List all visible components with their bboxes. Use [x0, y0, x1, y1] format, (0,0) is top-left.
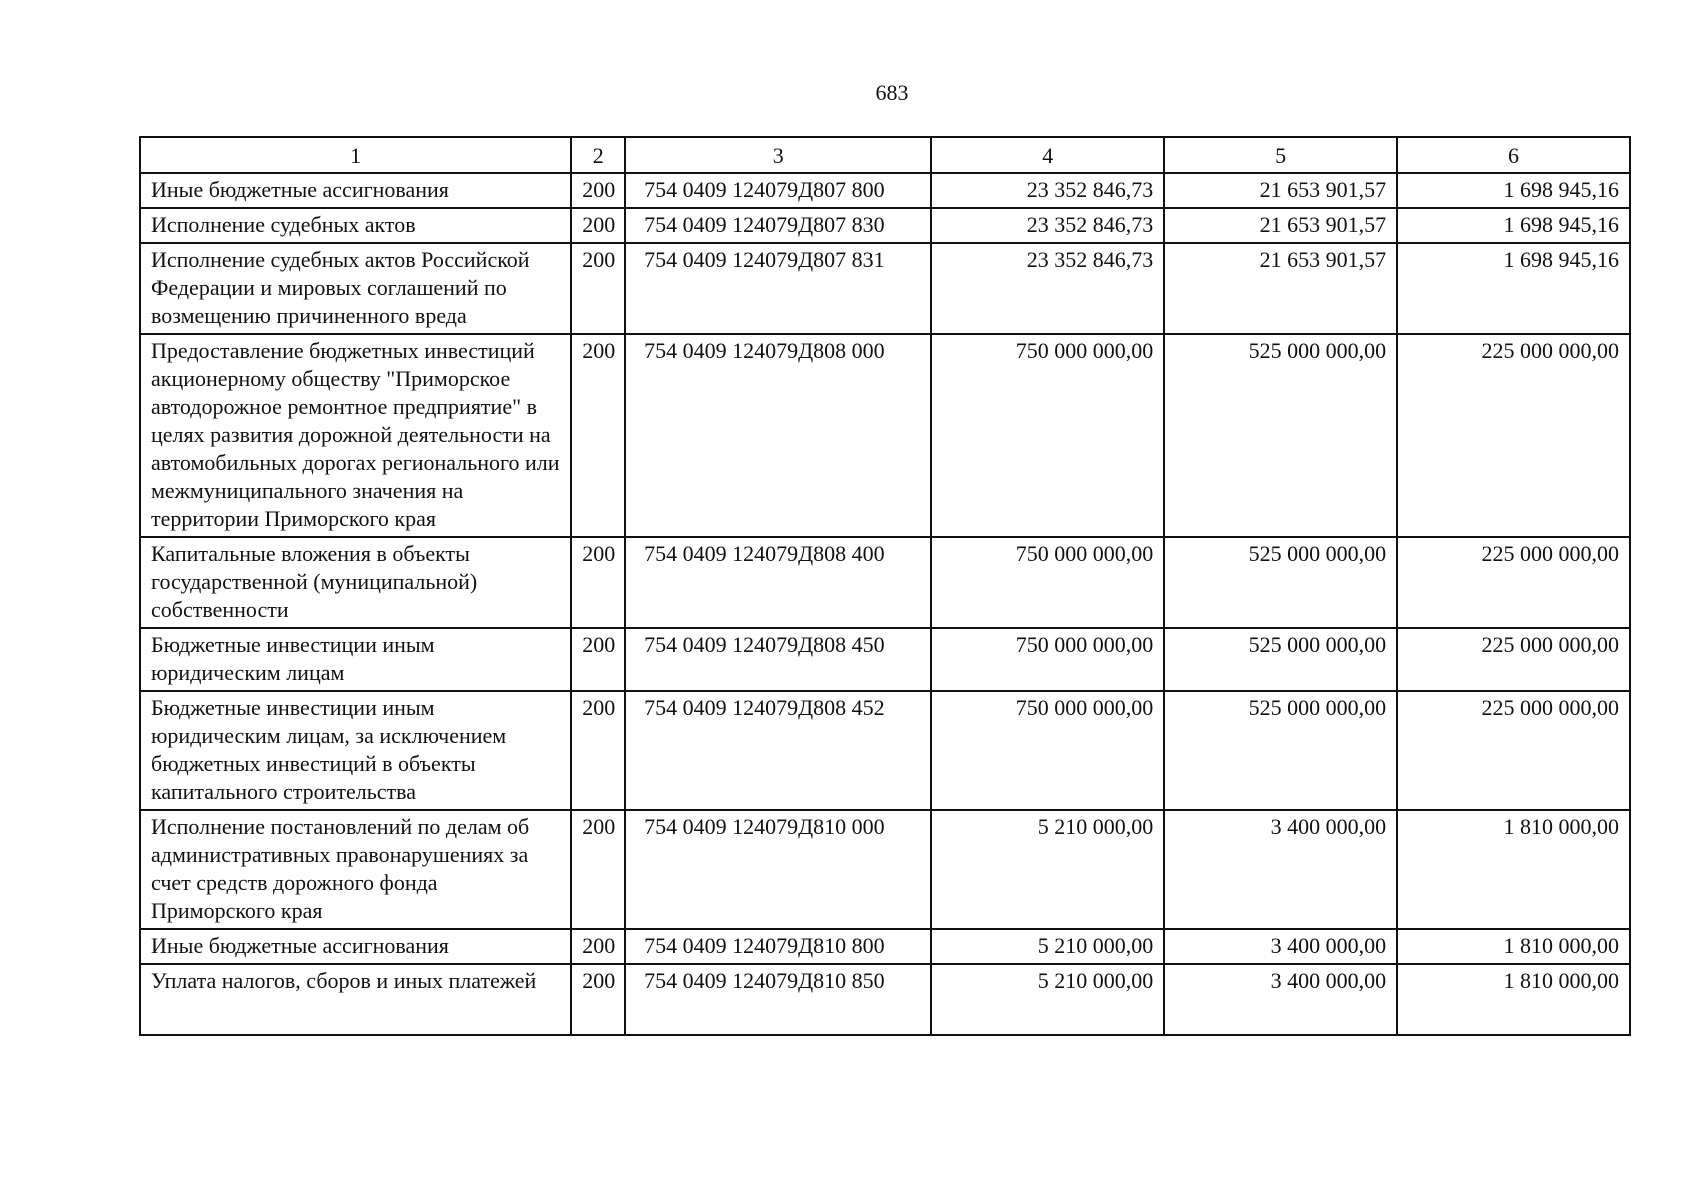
row-col4-cell: 750 000 000,00 [931, 691, 1164, 810]
row-col2-cell: 200 [571, 208, 625, 243]
row-col2-cell: 200 [571, 929, 625, 964]
row-col5-cell: 525 000 000,00 [1164, 537, 1397, 628]
table-row [140, 208, 1630, 243]
row-name-cell: Исполнение судебных актов Российской Федерации и мировых соглашений по возмещению причиненного вреда [140, 243, 571, 334]
row-col6-cell: 1 698 945,16 [1397, 208, 1630, 243]
table-row [140, 537, 1630, 628]
page-number: 683 [875, 80, 909, 105]
row-col5-cell: 3 400 000,00 [1164, 929, 1397, 964]
row-col5-cell: 21 653 901,57 [1164, 208, 1397, 243]
row-code-cell: 754 0409 124079Д808 000 [625, 334, 931, 537]
row-col4-cell: 5 210 000,00 [931, 964, 1164, 1035]
row-code-cell: 754 0409 124079Д808 450 [625, 628, 931, 691]
row-col4-cell: 750 000 000,00 [931, 537, 1164, 628]
row-col4-cell: 5 210 000,00 [931, 810, 1164, 929]
row-col5-cell: 3 400 000,00 [1164, 964, 1397, 1035]
row-col5-cell: 3 400 000,00 [1164, 810, 1397, 929]
row-code-cell: 754 0409 124079Д810 800 [625, 929, 931, 964]
row-col4-cell: 23 352 846,73 [931, 208, 1164, 243]
table-row [140, 691, 1630, 810]
row-name-cell: Исполнение судебных актов [140, 208, 571, 243]
row-col6-cell: 225 000 000,00 [1397, 334, 1630, 537]
header-cell-4: 4 [931, 137, 1164, 173]
row-col6-cell: 1 810 000,00 [1397, 810, 1630, 929]
row-col2-cell: 200 [571, 964, 625, 1035]
header-cell-6: 6 [1397, 137, 1630, 173]
row-name-cell: Капитальные вложения в объекты государственной (муниципальной) собственности [140, 537, 571, 628]
table-header-row [140, 137, 1630, 173]
header-cell-2: 2 [571, 137, 625, 173]
table-row [140, 243, 1630, 334]
header-cell-1: 1 [140, 137, 571, 173]
row-col5-cell: 525 000 000,00 [1164, 334, 1397, 537]
row-name-cell: Исполнение постановлений по делам об административных правонарушениях за счет средств дорожного фонда Приморского края [140, 810, 571, 929]
row-code-cell: 754 0409 124079Д808 400 [625, 537, 931, 628]
row-col2-cell: 200 [571, 810, 625, 929]
row-col6-cell: 225 000 000,00 [1397, 628, 1630, 691]
row-col6-cell: 225 000 000,00 [1397, 537, 1630, 628]
row-code-cell: 754 0409 124079Д807 800 [625, 173, 931, 208]
row-col2-cell: 200 [571, 537, 625, 628]
table-row [140, 964, 1630, 1035]
row-col6-cell: 1 810 000,00 [1397, 929, 1630, 964]
table-row [140, 810, 1630, 929]
row-code-cell: 754 0409 124079Д807 830 [625, 208, 931, 243]
header-cell-5: 5 [1164, 137, 1397, 173]
header-cell-3: 3 [625, 137, 931, 173]
row-col6-cell: 1 698 945,16 [1397, 173, 1630, 208]
row-col4-cell: 750 000 000,00 [931, 628, 1164, 691]
table-row [140, 173, 1630, 208]
row-col2-cell: 200 [571, 243, 625, 334]
row-col5-cell: 21 653 901,57 [1164, 173, 1397, 208]
table-row [140, 929, 1630, 964]
row-code-cell: 754 0409 124079Д807 831 [625, 243, 931, 334]
row-name-cell: Иные бюджетные ассигнования [140, 173, 571, 208]
row-name-cell: Предоставление бюджетных инвестиций акционерному обществу "Приморское автодорожное ремонтное предприятие" в целях развития дорожной деятельности на автомобильных дорогах регионального или межмуниципального значения на территории Приморского края [140, 334, 571, 537]
row-name-cell: Уплата налогов, сборов и иных платежей [140, 964, 571, 1035]
row-col4-cell: 23 352 846,73 [931, 243, 1164, 334]
row-col5-cell: 525 000 000,00 [1164, 691, 1397, 810]
row-col6-cell: 1 810 000,00 [1397, 964, 1630, 1035]
row-col2-cell: 200 [571, 173, 625, 208]
row-name-cell: Бюджетные инвестиции иным юридическим лицам, за исключением бюджетных инвестиций в объекты капитального строительства [140, 691, 571, 810]
row-col2-cell: 200 [571, 628, 625, 691]
row-col4-cell: 750 000 000,00 [931, 334, 1164, 537]
row-col2-cell: 200 [571, 691, 625, 810]
row-col6-cell: 225 000 000,00 [1397, 691, 1630, 810]
row-code-cell: 754 0409 124079Д808 452 [625, 691, 931, 810]
row-col6-cell: 1 698 945,16 [1397, 243, 1630, 334]
row-col5-cell: 525 000 000,00 [1164, 628, 1397, 691]
table-row [140, 334, 1630, 537]
row-code-cell: 754 0409 124079Д810 850 [625, 964, 931, 1035]
budget-table [139, 136, 1631, 1036]
row-col5-cell: 21 653 901,57 [1164, 243, 1397, 334]
row-name-cell: Иные бюджетные ассигнования [140, 929, 571, 964]
table-row [140, 628, 1630, 691]
row-col4-cell: 23 352 846,73 [931, 173, 1164, 208]
row-col4-cell: 5 210 000,00 [931, 929, 1164, 964]
row-name-cell: Бюджетные инвестиции иным юридическим лицам [140, 628, 571, 691]
row-code-cell: 754 0409 124079Д810 000 [625, 810, 931, 929]
row-col2-cell: 200 [571, 334, 625, 537]
